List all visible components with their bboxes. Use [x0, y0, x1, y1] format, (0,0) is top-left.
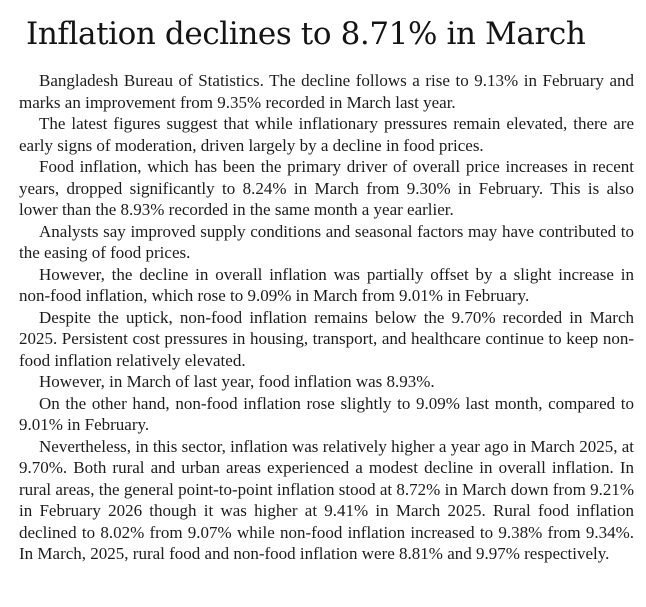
- article-paragraph: However, in March of last year, food inflation was 8.93%.: [39, 372, 435, 391]
- article-paragraph: However, the decline in overall inflation was partially offset by a slight increase in non-food inflation, which rose to 9.09% in March from 9.01% in February.: [19, 264, 634, 305]
- article-paragraph: Analysts say improved supply conditions and seasonal factors may have contributed to the easing of food prices.: [19, 221, 634, 262]
- article-body: [19, 70, 634, 565]
- article-paragraph: On the other hand, non-food inflation rose slightly to 9.09% last month, compared to 9.01% in February.: [19, 393, 634, 434]
- article-headline: Inflation declines to 8.71% in March: [26, 16, 586, 52]
- article-paragraph: Food inflation, which has been the primary driver of overall price increases in recent years, dropped significantly to 8.24% in March from 9.30% in February. This is also lower than the 8.93% recorded in the same month a year earlier.: [19, 157, 634, 219]
- article-paragraph: Despite the uptick, non-food inflation remains below the 9.70% recorded in March 2025. Persistent cost pressures in housing, transport, and healthcare continue to keep non-food inflation relatively elevated.: [19, 307, 634, 370]
- article-paragraph: Bangladesh Bureau of Statistics. The decline follows a rise to 9.13% in February and marks an improvement from 9.35% recorded in March last year.: [19, 71, 634, 112]
- article-paragraph: Nevertheless, in this sector, inflation was relatively higher a year ago in March 2025, at 9.70%. Both rural and urban areas experienced a modest decline in overall inflation. In rural areas, the general point-to-point inflation stood at 8.72% in March down from 9.21% in February 2026 though it was higher at 9.41% in March 2025. Rural food inflation declined to 8.02% from 9.07% while non-food inflation increased to 9.38% from 9.34%. In March, 2025, rural food and non-food inflation were 8.81% and 9.97% respectively.: [19, 436, 634, 563]
- article-paragraph: The latest figures suggest that while inflationary pressures remain elevated, there are early signs of moderation, driven largely by a decline in food prices.: [19, 114, 634, 155]
